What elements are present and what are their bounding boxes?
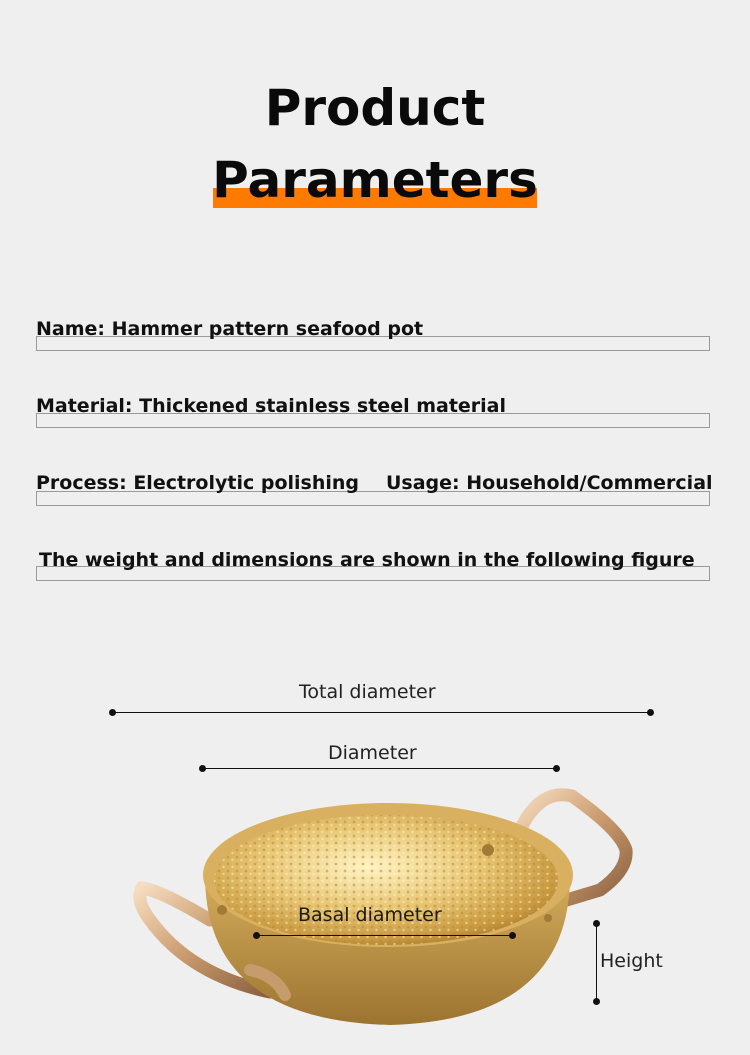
total-diameter-label: Total diameter — [299, 681, 436, 703]
param-usage: Usage: Household/Commercial — [386, 472, 713, 494]
basal-diameter-start-dot — [253, 932, 260, 939]
basal-diameter-label: Basal diameter — [298, 904, 442, 926]
diameter-line — [203, 768, 557, 769]
total-diameter-end-dot — [647, 709, 654, 716]
total-diameter-start-dot — [109, 709, 116, 716]
param-process: Process: Electrolytic polishing — [36, 472, 359, 494]
diameter-end-dot — [553, 765, 560, 772]
param-name: Name: Hammer pattern seafood pot — [36, 318, 424, 340]
basal-diameter-end-dot — [509, 932, 516, 939]
height-bottom-dot — [593, 998, 600, 1005]
basal-diameter-line — [257, 935, 513, 936]
height-top-dot — [593, 920, 600, 927]
title-line-parameters: Parameters — [212, 151, 538, 209]
height-label: Height — [600, 950, 663, 972]
title-line-product: Product — [264, 79, 486, 137]
diameter-label: Diameter — [328, 742, 417, 764]
height-line — [596, 924, 597, 1002]
param-material: Material: Thickened stainless steel material — [36, 395, 507, 417]
param-note: The weight and dimensions are shown in the following figure — [39, 549, 695, 571]
diameter-start-dot — [199, 765, 206, 772]
total-diameter-line — [113, 712, 651, 713]
